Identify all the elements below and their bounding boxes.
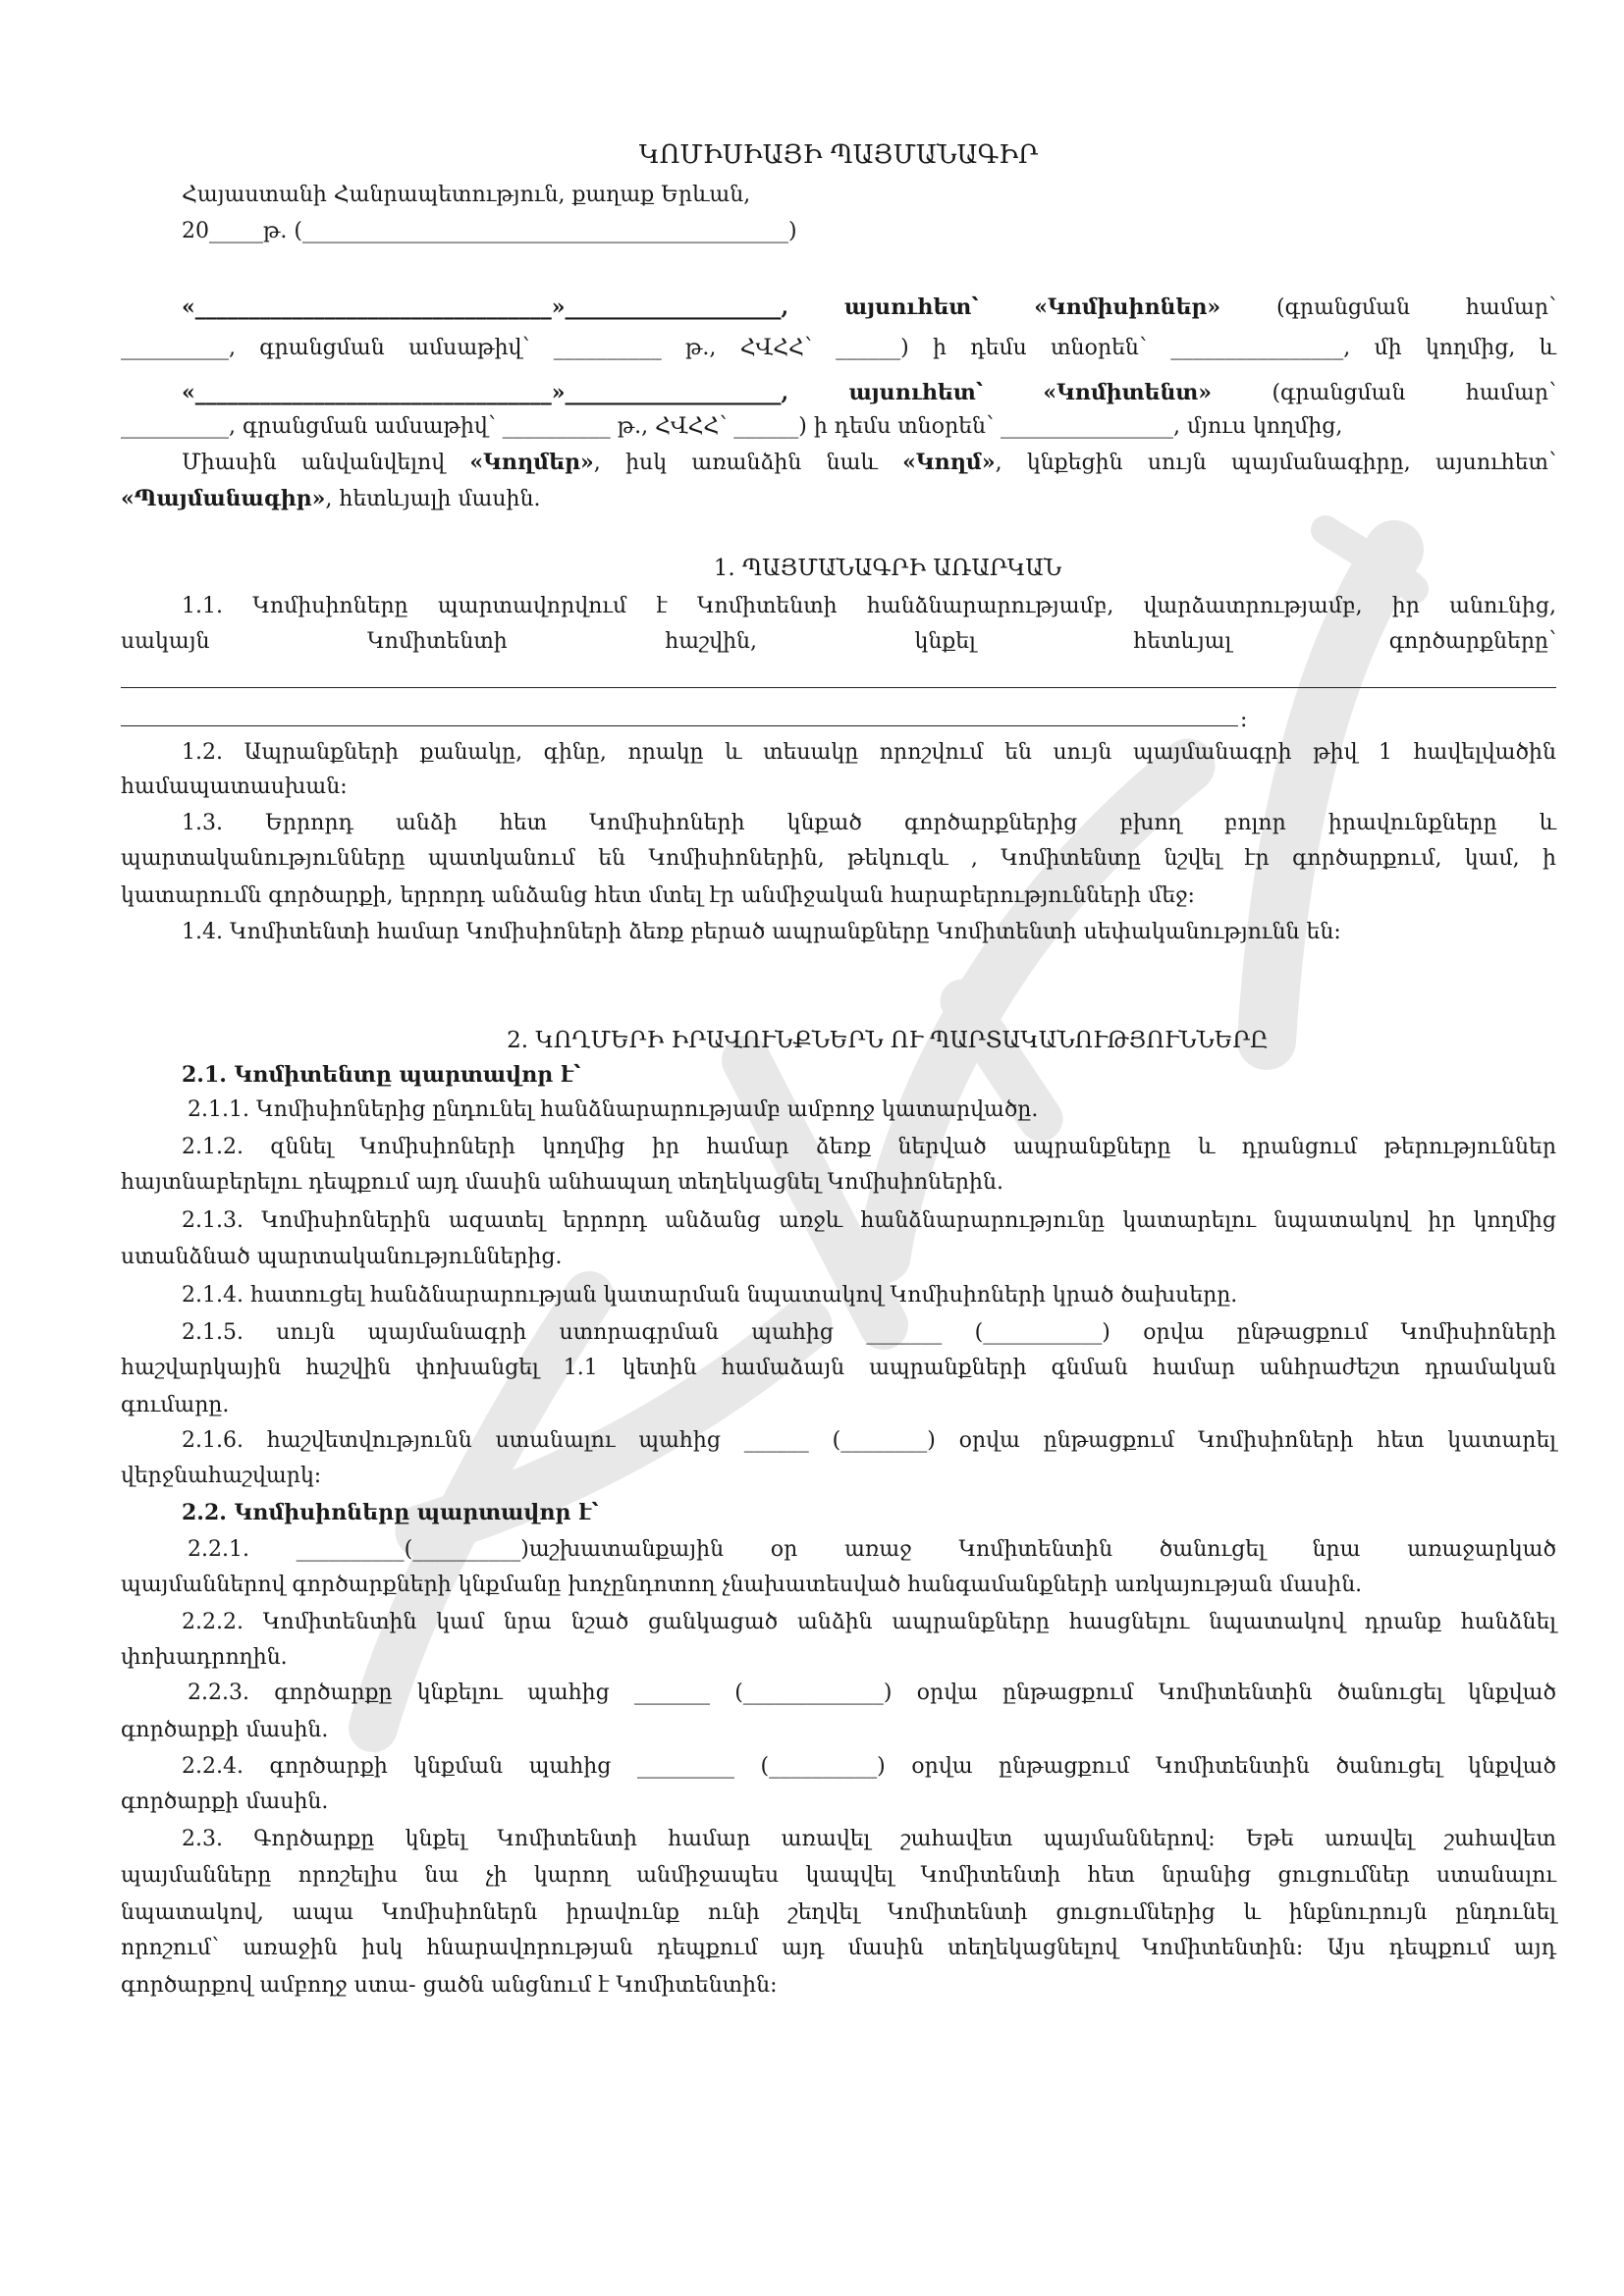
alias-label: այսուհետ՝ <box>844 294 979 320</box>
text: , հետևյալի մասին. <box>325 487 541 511</box>
clause-2-1-5: հաշվարկային հաշվին փոխանցել 1.1 կետին համաձայն ապրանքների գնման համար անհրաժեշտ դրամական <box>121 1356 1556 1380</box>
clause-2-2-2: 2.2.2. Կոմիտենտին կամ նրա նշած ցանկացած անձին ապրանքները հասցնելու նպատակով դրանք հանձնել <box>182 1610 1556 1634</box>
clause-1-2: 1.2. Ապրանքների քանակը, գինը, որակը և տեսակը որոշվում են սույն պայմանագրի թիվ 1 հավելվածին <box>182 740 1556 765</box>
clause-2-3: 2.3. Գործարքը կնքել Կոմիտենտի համար առավել շահավետ պայմաններով: Եթե առավել շահավետ <box>182 1827 1556 1851</box>
clause-2-2-3: գործարքի մասին. <box>121 1718 329 1742</box>
blank-fill-line <box>121 725 1238 726</box>
alias-committent: «Կոմիտենտ» <box>1043 380 1213 405</box>
clause-2-3: գործարքով ամբողջ ստա- ցածն անցնում է Կոմիտենտին: <box>121 1973 778 1998</box>
agreement-line <box>121 484 1556 514</box>
party-term: «Կողմ» <box>902 450 996 475</box>
clause-2-3: պայմանները որոշելիս նա չի կարող անմիջապես կապվել Կոմիտենտի հետ նրանից ցուցումներ ստանալու <box>121 1863 1556 1888</box>
clause-2-1-3: 2.1.3. Կոմիսիոներին ազատել երրորդ անձանց առջև հանձնարարությունը կատարելու նպատակով իր կողմից <box>182 1208 1556 1233</box>
subsection-2-2: 2.2. Կոմիսիոները պարտավոր է՝ <box>182 1500 599 1525</box>
party-name-blank: «_________________________________»____________________, <box>182 380 789 405</box>
alias-label: այսուհետ՝ <box>848 380 983 405</box>
clause-2-1-2: հայտնաբերելու դեպքում այդ մասին անհապաղ տեղեկացնել Կոմիսիոներին. <box>121 1170 1004 1195</box>
place-line: Հայաստանի Հանրապետություն, քաղաք Երևան, <box>182 183 751 207</box>
clause-1-4: 1.4. Կոմիտենտի համար Կոմիսիոների ձեռք բերած ապրանքները Կոմիտենտի սեփականությունն են: <box>182 920 1341 944</box>
clause-2-3: նպատակով, ապա Կոմիսիոներն իրավունք ունի շեղվել Կոմիտենտի ցուցումներից և ինքնուրույն ընդունել <box>121 1900 1556 1925</box>
clause-2-1-6: վերջնահաշվարկ: <box>121 1464 322 1488</box>
party-commissioner-line <box>182 293 1556 323</box>
clause-1-2: համապատասխան: <box>121 774 348 799</box>
text: , կնքեցին սույն պայմանագիրը, այսուհետ՝ <box>995 451 1557 475</box>
clause-2-2-2: փոխադրողին. <box>121 1645 288 1670</box>
clause-2-1-5: 2.1.5. սույն պայմանագրի ստորագրման պահից _______ (___________) օրվա ընթացքում Կոմիսիոների <box>182 1320 1556 1345</box>
clause-2-1-5: գումարը. <box>121 1393 230 1417</box>
clause-1-1-end: : <box>1240 708 1248 732</box>
clause-1-1: սակայն Կոմիտենտի հաշվին, կնքել հետևյալ գործարքները՝ <box>121 629 1556 654</box>
clause-2-1-4: 2.1.4. հատուցել հանձնարարության կատարման նպատակով Կոմիսիոների կրած ծախսերը. <box>182 1283 1238 1308</box>
clause-1-1: 1.1. Կոմիսիոները պարտավորվում է Կոմիտենտի հանձնարարությամբ, վարձատրությամբ, իր անունից, <box>182 594 1556 618</box>
section-2-heading: 2. ԿՈՂՄԵՐԻ ԻՐԱՎՈՒՆՔՆԵՐՆ ՈՒ ՊԱՐՏԱԿԱՆՈՒԹՅՈՒՆՆԵՐԸ <box>507 1028 1269 1053</box>
party-committent-line <box>182 378 1556 408</box>
together-line <box>182 448 1556 478</box>
reg-number-label: (գրանցման համար՝ <box>1276 295 1557 320</box>
date-line: 20_____թ. (_____________________________________________) <box>182 219 797 243</box>
clause-2-2-4: գործարքի մասին. <box>121 1789 329 1814</box>
blank-fill-line <box>121 687 1556 688</box>
clause-1-3: 1.3. Երրորդ անձի հետ Կոմիսիոների կնքած գործարքներից բխող բոլոր իրավունքները և <box>182 811 1556 835</box>
clause-1-3: կատարումն գործարքի, երրորդ անձանց հետ մտել էր անմիջական հարաբերությունների մեջ: <box>121 883 1195 908</box>
text: Միասին անվանվելով <box>182 451 446 475</box>
subsection-2-1: 2.1. Կոմիտենտը պարտավոր է՝ <box>182 1062 581 1088</box>
alias-commissioner: «Կոմիսիոներ» <box>1034 294 1221 320</box>
text: , իսկ առանձին նաև <box>593 451 878 475</box>
clause-2-1-6: 2.1.6. հաշվետվությունն ստանալու պահից ______ (________) օրվա ընթացքում Կոմիսիոների հետ կատարել <box>182 1428 1556 1453</box>
clause-2-2-3: 2.2.3. գործարքը կնքելու պահից _______ (_____________) օրվա ընթացքում Կոմիտենտին ծանուցել կնքված <box>188 1681 1556 1705</box>
clause-2-1-3: ստանձնած պարտականություններից. <box>121 1245 563 1269</box>
agreement-term: «Պայմանագիր» <box>121 486 326 511</box>
party-commissioner-details: __________, գրանցման ամսաթիվ՝ __________ թ., ՀՎՀՀ՝ ______) ի դեմս տնօրեն՝ ________________, մի կողմից, և <box>121 336 1556 360</box>
clause-2-2-1: 2.2.1. __________(__________)աշխատանքային օր առաջ Կոմիտենտին ծանուցել նրա առաջարկած <box>188 1537 1556 1562</box>
parties-term: «Կողմեր» <box>469 450 594 475</box>
clause-2-2-4: 2.2.4. գործարքի կնքման պահից _________ (__________) օրվա ընթացքում Կոմիտենտին ծանուցել կնքված <box>182 1754 1556 1779</box>
clause-2-3: որոշում՝ առաջին իսկ հնարավորության դեպքում այդ մասին տեղեկացնելով Կոմիտենտին: Այս դեպքում այդ <box>121 1936 1556 1960</box>
reg-number-label: (գրանցման համար՝ <box>1272 381 1557 405</box>
section-1-heading: 1. ՊԱՅՄԱՆԱԳՐԻ ԱՌԱՐԿԱՆ <box>713 556 1062 581</box>
party-committent-details: __________, գրանցման ամսաթիվ՝ __________ թ., ՀՎՀՀ՝ ______) ի դեմս տնօրեն՝ ________________, մյուս կողմից, <box>121 414 1343 439</box>
clause-2-2-1: պայմաններով գործարքների կնքմանը խոչընդոտող չնախատեսված հանգամանքների առկայության մասին. <box>121 1573 1363 1597</box>
document-title: ԿՈՄԻՍԻԱՅԻ ՊԱՅՄԱՆԱԳԻՐ <box>638 140 1039 170</box>
party-name-blank: «_________________________________»____________________, <box>182 294 789 320</box>
clause-1-3: պարտականությունները պատկանում են Կոմիսիոներին, թեկուզև , Կոմիտենտը նշվել էր գործարքում, կամ, ի <box>121 846 1556 871</box>
clause-2-1-1: 2.1.1. Կոմիսիոներից ընդունել հանձնարարությամբ ամբողջ կատարվածը. <box>188 1097 1039 1122</box>
clause-2-1-2: 2.1.2. զննել Կոմիսիոների կողմից իր համար ձեռք ներված ապրանքները և դրանցում թերություններ <box>182 1135 1556 1159</box>
